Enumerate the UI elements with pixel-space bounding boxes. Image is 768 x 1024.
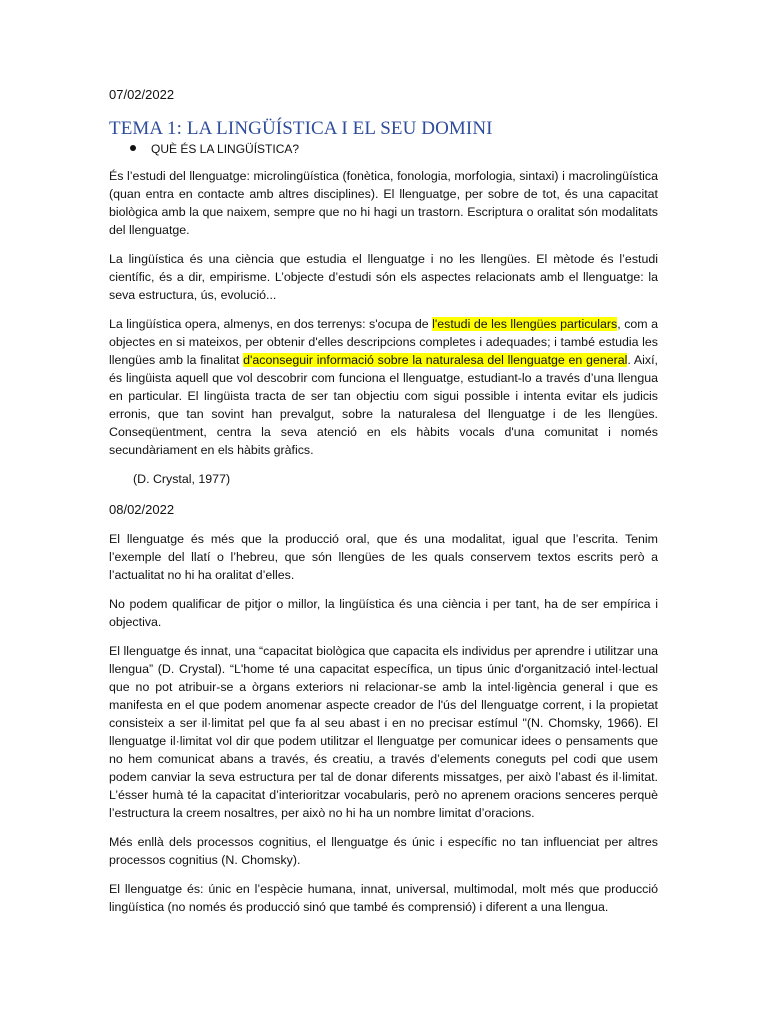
paragraph: El llenguatge és innat, una “capacitat biològica que capacita els individus per aprendre i utilitzar una llengua” (D. Crystal). “L'home té una capacitat específica, un tipus únic d'organització intel·lectual que no pot atribuir-se a òrgans exteriors ni relacionar-se amb la intel·ligència general i que es manifesta en el que podem anomenar aspecte creador de l'ús del llenguatge corrent, i la propietat consisteix a ser il·limitat pel que fa al seu abast i en no precisar estímul "(N. Chomsky, 1966). El llenguatge il·limitat vol dir que podem utilitzar el llenguatge per comunicar idees o pensaments que no hem comunicat abans a través, és creatiu, a través d’elements coneguts pel codi que usem podem canviar la seva estructura per tal de donar diferents missatges, per això l’abast és il·limitat. L’ésser humà té la capacitat d’interioritzar vocabularis, però no aprenem oracions senceres perquè l’estructura la creem nosaltres, per això no hi ha un nombre limitat d’oracions. bbox=[109, 644, 658, 820]
bullet-item bbox=[130, 141, 658, 158]
paragraph: La lingüística és una ciència que estudia el llenguatge i no les llengües. El mètode és l’estudi científic, és a dir, empirisme. L’objecte d’estudi són els aspectes relacionats amb el llenguatge: la seva estructura, ús, evolució... bbox=[109, 252, 658, 302]
text-run: La lingüística opera, almenys, en dos terrenys: s'ocupa de bbox=[109, 317, 433, 331]
bullet-icon bbox=[130, 145, 136, 151]
paragraph: No podem qualificar de pitjor o millor, la lingüística és una ciència i per tant, ha de ser empírica i objectiva. bbox=[109, 597, 658, 629]
text-run: , com a objectes en si mateixos, per obtenir d'elles descripcions completes i adequades; i també estudia les llengües amb la finalitat bbox=[109, 317, 658, 367]
paragraph: És l’estudi del llenguatge: microlingüística (fonètica, fonologia, morfologia, sintaxi) i macrolingüística (quan entra en contacte amb altres disciplines). El llenguatge, per sobre de tot, és una capacitat biològica amb la que naixem, sempre que no hi hagi un trastorn. Escriptura o oralitat són modalitats del llenguatge. bbox=[109, 169, 658, 237]
highlighted-text: d'aconseguir informació sobre la naturalesa del llenguatge en general bbox=[243, 353, 628, 367]
citation: (D. Crystal, 1977) bbox=[133, 472, 231, 486]
paragraph-highlighted bbox=[109, 315, 658, 459]
page-title: TEMA 1: LA LINGÜÍSTICA I EL SEU DOMINI bbox=[109, 118, 493, 139]
paragraph: Més enllà dels processos cognitius, el llenguatge és únic i específic no tan influenciat per altres processos cognitius (N. Chomsky). bbox=[109, 835, 658, 867]
date-heading: 07/02/2022 bbox=[109, 87, 175, 102]
bullet-label: QUÈ ÉS LA LINGÜÍSTICA? bbox=[151, 142, 300, 156]
paragraph: El llenguatge és: únic en l’espècie humana, innat, universal, multimodal, molt més que producció lingüística (no només és producció sinó que també és comprensió) i diferent a una llengua. bbox=[109, 882, 658, 914]
date-heading: 08/02/2022 bbox=[109, 502, 175, 517]
paragraph: El llenguatge és més que la producció oral, que és una modalitat, igual que l’escrita. Tenim l’exemple del llatí o l’hebreu, que són llengües de les quals conservem textos escrits però a l’actualitat no hi ha oralitat d’elles. bbox=[109, 532, 658, 582]
document-page bbox=[109, 86, 658, 927]
highlighted-text: l'estudi de les llengües particulars bbox=[432, 317, 618, 331]
text-run: . Així, és lingüista aquell que vol descobrir com funciona el llenguatge, estudiant-lo a través d’una llengua en particular. El lingüista tracta de ser tan objectiu com sigui possible i intenta evitar els judicis erronis, que tan sovint han prevalgut, sobre la naturalesa del llenguatge i de les llengües. Conseqüentment, centra la seva atenció en els hàbits vocals d'una comunitat i només secundàriament en els hàbits gràfics. bbox=[109, 353, 658, 457]
